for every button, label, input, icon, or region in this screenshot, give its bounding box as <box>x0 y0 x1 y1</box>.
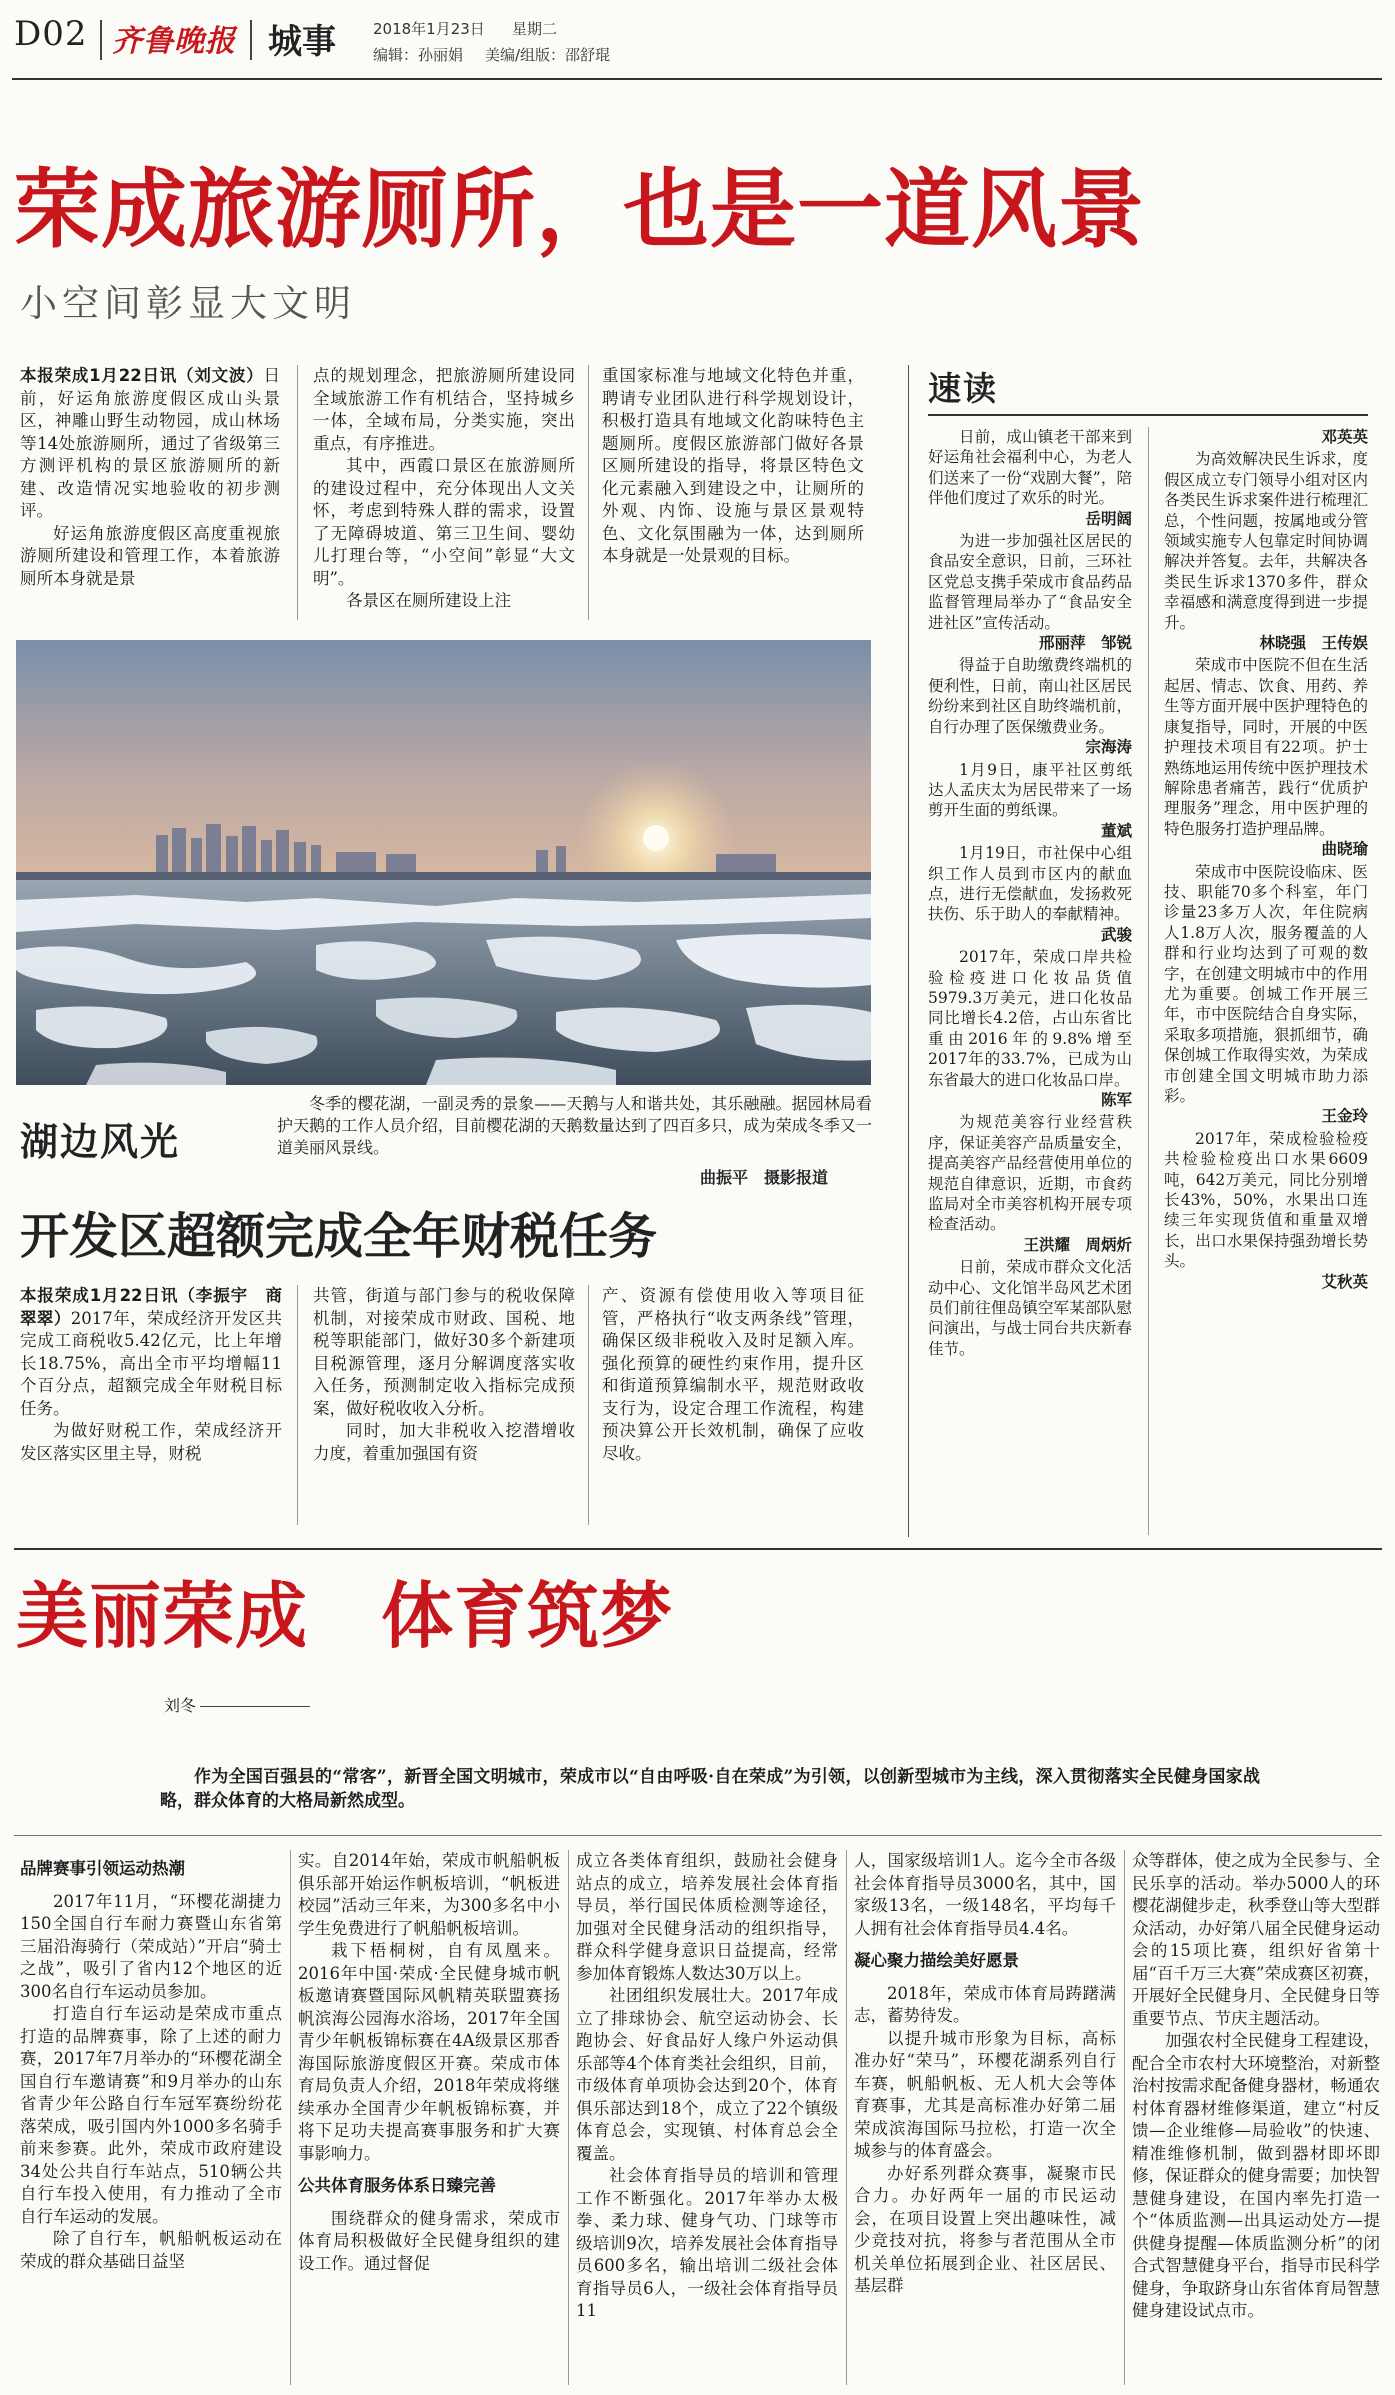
quickread-author: 林晓强 王传娱 <box>1259 634 1368 653</box>
article3-paragraph: 人，国家级培训1人。迄今全市各级社会体育指导员3000名，其中，国家级13名，一级148名，平均每千人拥有社会体育指导员4.4名。 <box>854 1851 1116 1938</box>
issue-weekday: 星期二 <box>512 20 558 38</box>
quickread-author: 王洪耀 周炳炘 <box>1023 1235 1132 1254</box>
article2-paragraph: 产、资源有偿使用收入等项目征管，严格执行“收支两条线”管理，确保区级非税收入及时足额入库。强化预算的硬性约束作用，提升区和街道预算编制水平，规范财政收支行为，设定合理工作流程，构建预决算公开长效机制，确保了应收尽收。 <box>602 1286 864 1463</box>
column-rule <box>1124 1850 1125 2385</box>
article2-col1 <box>20 1285 282 1531</box>
quickread-author: 邢丽萍 邹锐 <box>1038 634 1132 653</box>
quickread-author: 邓英英 <box>1321 428 1368 446</box>
article3-intro-text: 作为全国百强县的“常客”，新晋全国文明城市，荣成市以“自由呼吸·自在荣成”为引领，以创新型城市为主线，深入贯彻落实全民健身国家战略，群众体育的大格局新然成型。 <box>160 1767 1260 1811</box>
article3-paragraph: 围绕群众的健身需求，荣成市体育局积极做好全民健身组织的建设工作。通过督促 <box>298 2208 560 2273</box>
sidebar-rule <box>908 365 909 1537</box>
article1-paragraph: 各景区在厕所建设上注 <box>346 591 511 610</box>
editor-credit: 编辑：孙丽娟 <box>373 46 464 64</box>
quickread-item: 日前，荣成市群众文化活动中心、文化馆半岛风艺术团员们前往俚岛镇空军某部队慰问演出，与战士同台共庆新春佳节。 <box>928 1258 1132 1358</box>
lake-photo <box>16 640 871 1085</box>
column-rule <box>297 365 298 620</box>
quickread-col1 <box>928 427 1132 1537</box>
article2-paragraph: 共管，街道与部门参与的税收保障机制，对接荣成市财政、国税、地税等职能部门，做好30多个新建项目税源管理，逐月分解调度落实收入任务，预测制定收入指标完成预案，做好税收收入分析。 <box>313 1286 575 1418</box>
article3-col5 <box>1132 1850 1380 2390</box>
quickread-title-rule <box>928 414 1368 416</box>
article1-paragraph: 日前，好运角旅游度假区成山头景区，神雕山野生动物园，成山林场等14处旅游厕所，通过了省级第三方测评机构的景区旅游厕所的新建、改造情况实地验收的初步测评。 <box>20 366 280 520</box>
quickread-item: 1月9日，康平社区剪纸达人孟庆太为居民带来了一场剪开生面的剪纸课。 <box>928 760 1132 820</box>
quickread-item: 日前，成山镇老干部来到好运角社会福利中心，为老人们送来了一份“戏剧大餐”，陪伴他们度过了欢乐的时光。 <box>928 428 1132 508</box>
section-divider <box>14 1548 1382 1550</box>
article1-paragraph: 点的规划理念，把旅游厕所建设同全域旅游工作有机结合，坚持城乡一体，全域布局，分类实施，突出重点，有序推进。 <box>313 366 575 453</box>
photo-caption-text: 冬季的樱花湖，一副灵秀的景象——天鹅与人和谐共处，其乐融融。据园林局看护天鹅的工作人员介绍，目前樱花湖的天鹅数量达到了四百多只，成为荣成冬季又一道美丽风景线。 <box>277 1094 872 1157</box>
article3-paragraph: 社团组织发展壮大。2017年成立了排球协会、航空运动协会、长跑协会、好食品好人缘户外运动俱乐部等4个体育类社会组织，目前，市级体育单项协会达到20个，体育俱乐部达到18个，成立了22个镇级体育总会，实现镇、村体育总会全覆盖。 <box>576 1986 838 2163</box>
article3-col1 <box>20 1850 282 2390</box>
quickread-author: 岳明阔 <box>1085 509 1132 528</box>
article3-col4 <box>854 1850 1116 2390</box>
designer-credit: 美编/组版：邵舒琨 <box>485 46 611 64</box>
article3-author: 刘冬 <box>164 1696 197 1715</box>
article3-paragraph: 除了自行车，帆船帆板运动在荣成的群众基础日益坚 <box>20 2229 282 2271</box>
section-name: 城事 <box>268 22 336 62</box>
photo-caption <box>277 1093 872 1163</box>
paper-logo: 齐鲁晚报 <box>112 24 236 59</box>
column-rule <box>297 1285 298 1525</box>
article3-col2 <box>298 1850 560 2390</box>
masthead-divider <box>100 20 102 60</box>
column-rule <box>846 1850 847 2385</box>
article3-paragraph: 众等群体，使之成为全民参与、全民乐享的活动。举办5000人的环樱花湖健步走，秋季登山等大型群众活动，办好第八届全民健身运动会的15项比赛，组织好省第十届“百千万三大赛”荣成赛区初赛，开展好全民健身月、全民健身日等重要节点、节庆主题活动。 <box>1132 1851 1380 2028</box>
article2-paragraph: 为做好财税工作，荣成经济开发区落实区里主导，财税 <box>20 1421 282 1463</box>
column-rule <box>568 1850 569 2385</box>
column-rule <box>588 365 589 620</box>
article3-paragraph: 办好系列群众赛事，凝聚市民合力。办好两年一届的市民运动会，在项目设置上突出趣味性，减少竞技对抗，将参与者范围从全市机关单位拓展到企业、社区居民、基层群 <box>854 2163 1116 2295</box>
column-rule <box>1148 427 1149 1535</box>
quickread-title: 速读 <box>928 369 998 408</box>
article3-paragraph: 栽下梧桐树，自有凤凰来。2016年中国·荣成·全民健身城市帆板邀请赛暨国际风帆精英联盟赛扬帆滨海公园海水浴场，2017年全国青少年帆板锦标赛在4A级景区那香海国际旅游度假区开赛。荣成市体育局负责人介绍，2018年荣成将继续承办全国青少年帆板锦标赛，并将下足功夫提高赛事服务和扩大赛事影响力。 <box>298 1941 560 2163</box>
article3-intro <box>160 1765 1260 1825</box>
issue-date: 2018年1月23日 <box>373 20 485 38</box>
article1-dateline: 本报荣成1月22日讯（刘文波） <box>20 366 264 385</box>
quickread-author: 宗海涛 <box>1085 738 1132 757</box>
masthead-rule <box>12 78 1382 80</box>
quickread-item: 荣成市中医院不但在生活起居、情志、饮食、用药、养生等方面开展中医护理特色的康复指导，同时，开展的中医护理技术项目有22项。护士熟练地运用传统中医护理技术解除患者痛苦，践行“优质护理服务”理念，用中医护理的特色服务打造护理品牌。 <box>1164 656 1368 838</box>
article2-headline: 开发区超额完成全年财税任务 <box>20 1208 658 1265</box>
article1-subhead: 小空间彰显大文明 <box>20 282 356 325</box>
intro-rule <box>14 1835 1382 1836</box>
article3-paragraph: 实。自2014年始，荣成市帆船帆板俱乐部开始运作帆板培训，“帆板进校园”活动三年来，为300多名中小学生免费进行了帆船帆板培训。 <box>298 1851 560 1938</box>
quickread-item: 为进一步加强社区居民的食品安全意识，日前，三环社区党总支携手荣成市食品药品监督管理局举办了“食品安全进社区”宣传活动。 <box>928 532 1132 632</box>
quickread-item: 2017年，荣成检验检疫共检验检疫出口水果6609吨，642万美元，同比分别增长43%，50%，水果出口连续三年实现货值和重量双增长，出口水果保持强劲增长势头。 <box>1164 1129 1368 1271</box>
quickread-item: 荣成市中医院设临床、医技、职能70多个科室，年门诊量23多万人次，年住院病人1.8万人次，服务覆盖的人群和行业均达到了可观的数字，在创建文明城市中的作用尤为重要。创城工作开展三年，市中医院结合自身实际，采取多项措施，狠抓细节，确保创城工作取得实效，为荣成市创建全国文明城市助力添彩。 <box>1164 862 1368 1105</box>
article3-paragraph: 社会体育指导员的培训和管理工作不断强化。2017年举办太极拳、柔力球、健身气功、门球等市级培训9次，培养发展社会体育指导员600多名，输出培训二级社会体育指导员6人，一级社会体育指导员11 <box>576 2166 838 2320</box>
article2-paragraph: 同时，加大非税收入挖潜增收力度，着重加强国有资 <box>313 1421 575 1463</box>
article3-col3 <box>576 1850 838 2390</box>
quickread-item: 为高效解决民生诉求，度假区成立专门领导小组对区内各类民生诉求案件进行梳理汇总，个性问题，按属地或分管领域实施专人包靠定时间协调解决并答复。去年，共解决各类民生诉求1370多件，群众幸福感和满意度得到进一步提升。 <box>1164 450 1368 632</box>
article3-headline: 美丽荣成 体育筑梦 <box>16 1574 674 1658</box>
article1-paragraph: 好运角旅游度假区高度重视旅游厕所建设和管理工作，本着旅游厕所本身就是景 <box>20 523 280 588</box>
quickread-author: 曲晓瑜 <box>1321 840 1368 859</box>
article1-paragraph: 其中，西霞口景区在旅游厕所的建设过程中，充分体现出人文关怀，考虑到特殊人群的需求，设置了无障碍坡道、第三卫生间、婴幼儿打理台等，“小空间”彰显“大文明”。 <box>313 456 575 588</box>
quickread-item: 2017年，荣成口岸共检验检疫进口化妆品货值5979.3万美元，进口化妆品同比增长4.2倍，占山东省比重由2016年的9.8%增至2017年的33.7%，已成为山东省最大的进口化妆品口岸。 <box>928 948 1132 1089</box>
masthead <box>0 0 1395 72</box>
article2-dateline: 本报荣成1月22日讯（李振宇 商翠翠） <box>20 1286 282 1328</box>
article2-col3 <box>602 1285 864 1531</box>
article2-paragraph: 2017年，荣成经济开发区共完成工商税收5.42亿元，比上年增长18.75%，高出全市平均增幅11个百分点，超额完成全年财税目标任务。 <box>20 1308 282 1418</box>
quickread-col2 <box>1164 427 1368 1537</box>
quickread-item: 为规范美容行业经营秩序，保证美容产品质量安全，提高美容产品经营使用单位的规范自律意识，近期，市食药监局对全市美容机构开展专项检查活动。 <box>928 1113 1132 1234</box>
article3-subhead: 凝心聚力描绘美好愿景 <box>854 1951 1019 1970</box>
author-underline <box>200 1706 310 1707</box>
quickread-author: 王金玲 <box>1321 1107 1368 1126</box>
article3-paragraph: 打造自行车运动是荣成市重点打造的品牌赛事，除了上述的耐力赛，2017年7月举办的“环樱花湖全国自行车邀请赛”和9月举办的山东省青少年公路自行车冠军赛纷纷花落荣成，吸引国内外1000多名骑手前来参赛。此外，荣成市政府建设34处公共自行车站点，510辆公共自行车投入使用，有力推动了全市自行车运动的发展。 <box>20 2004 282 2226</box>
masthead-divider <box>250 20 252 60</box>
article3-subhead: 品牌赛事引领运动热潮 <box>20 1859 185 1878</box>
article1-headline: 荣成旅游厕所，也是一道风景 <box>14 160 1145 260</box>
photo-credit: 曲振平 摄影报道 <box>700 1168 829 1187</box>
article1-col1 <box>20 365 280 623</box>
article3-paragraph: 以提升城市形象为目标，高标准办好“荣马”，环樱花湖系列自行车赛，帆船帆板、无人机大会等体育赛事，尤其是高标准办好第二届荣成滨海国际马拉松，打造一次全城参与的体育盛会。 <box>854 2028 1116 2160</box>
article3-paragraph: 2017年11月，“环樱花湖捷力150全国自行车耐力赛暨山东省第三届沿海骑行（荣成站）”开启“骑士之战”，吸引了省内12个地区的近300名自行车运动员参加。 <box>20 1891 282 2001</box>
article3-paragraph: 成立各类体育组织，鼓励社会健身站点的成立，培养发展社会体育指导员，举行国民体质检测等途径，加强对全民健身活动的组织指导，群众科学健身意识日益提高，经常参加体育锻炼人数达30万以上。 <box>576 1851 838 1983</box>
column-rule <box>290 1850 291 2385</box>
column-rule <box>588 1285 589 1525</box>
quickread-item: 1月19日，市社保中心组织工作人员到市区内的献血点，进行无偿献血，发扬救死扶伤、乐于助人的奉献精神。 <box>928 844 1132 924</box>
article3-subhead: 公共体育服务体系日臻完善 <box>298 2176 496 2195</box>
quickread-author: 陈军 <box>1100 1091 1132 1109</box>
quickread-author: 董斌 <box>1100 821 1132 840</box>
article3-paragraph: 加强农村全民健身工程建设，配合全市农村大环境整治，对新整治村按需求配备健身器材，畅通农村体育器材维修渠道，建立“村反馈—企业维修—局验收”的快速、精准维修机制，做到器材即坏即修，保证群众的健身需要；加快智慧健身建设，在国内率先打造一个“体质监测—出具运动处方—提供健身提醒—体质监测分析”的闭合式智慧健身平台，指导市民科学健身，争取跻身山东省体育局智慧健身建设试点市。 <box>1132 2031 1380 2320</box>
article1-paragraph: 重国家标准与地域文化特色并重，聘请专业团队进行科学规划设计，积极打造具有地域文化韵味特色主题厕所。度假区旅游部门做好各景区厕所建设的指导，将景区特色文化元素融入到建设之中，让厕所的外观、内饰、设施与景区景观特色、文化氛围融为一体，达到厕所本身就是一处景观的目标。 <box>602 366 864 565</box>
page-number: D02 <box>14 14 88 54</box>
article2-col2 <box>313 1285 575 1531</box>
quickread-author: 武骏 <box>1100 925 1132 944</box>
quickread-author: 艾秋英 <box>1321 1272 1368 1291</box>
article1-col3 <box>602 365 864 623</box>
article1-col2 <box>313 365 575 623</box>
quickread-item: 得益于自助缴费终端机的便利性，日前，南山社区居民纷纷来到社区自助终端机前，自行办理了医保缴费业务。 <box>928 656 1132 736</box>
article3-paragraph: 2018年，荣成市体育局踌躇满志，蓄势待发。 <box>854 1983 1116 2025</box>
photo-title: 湖边风光 <box>20 1120 181 1164</box>
